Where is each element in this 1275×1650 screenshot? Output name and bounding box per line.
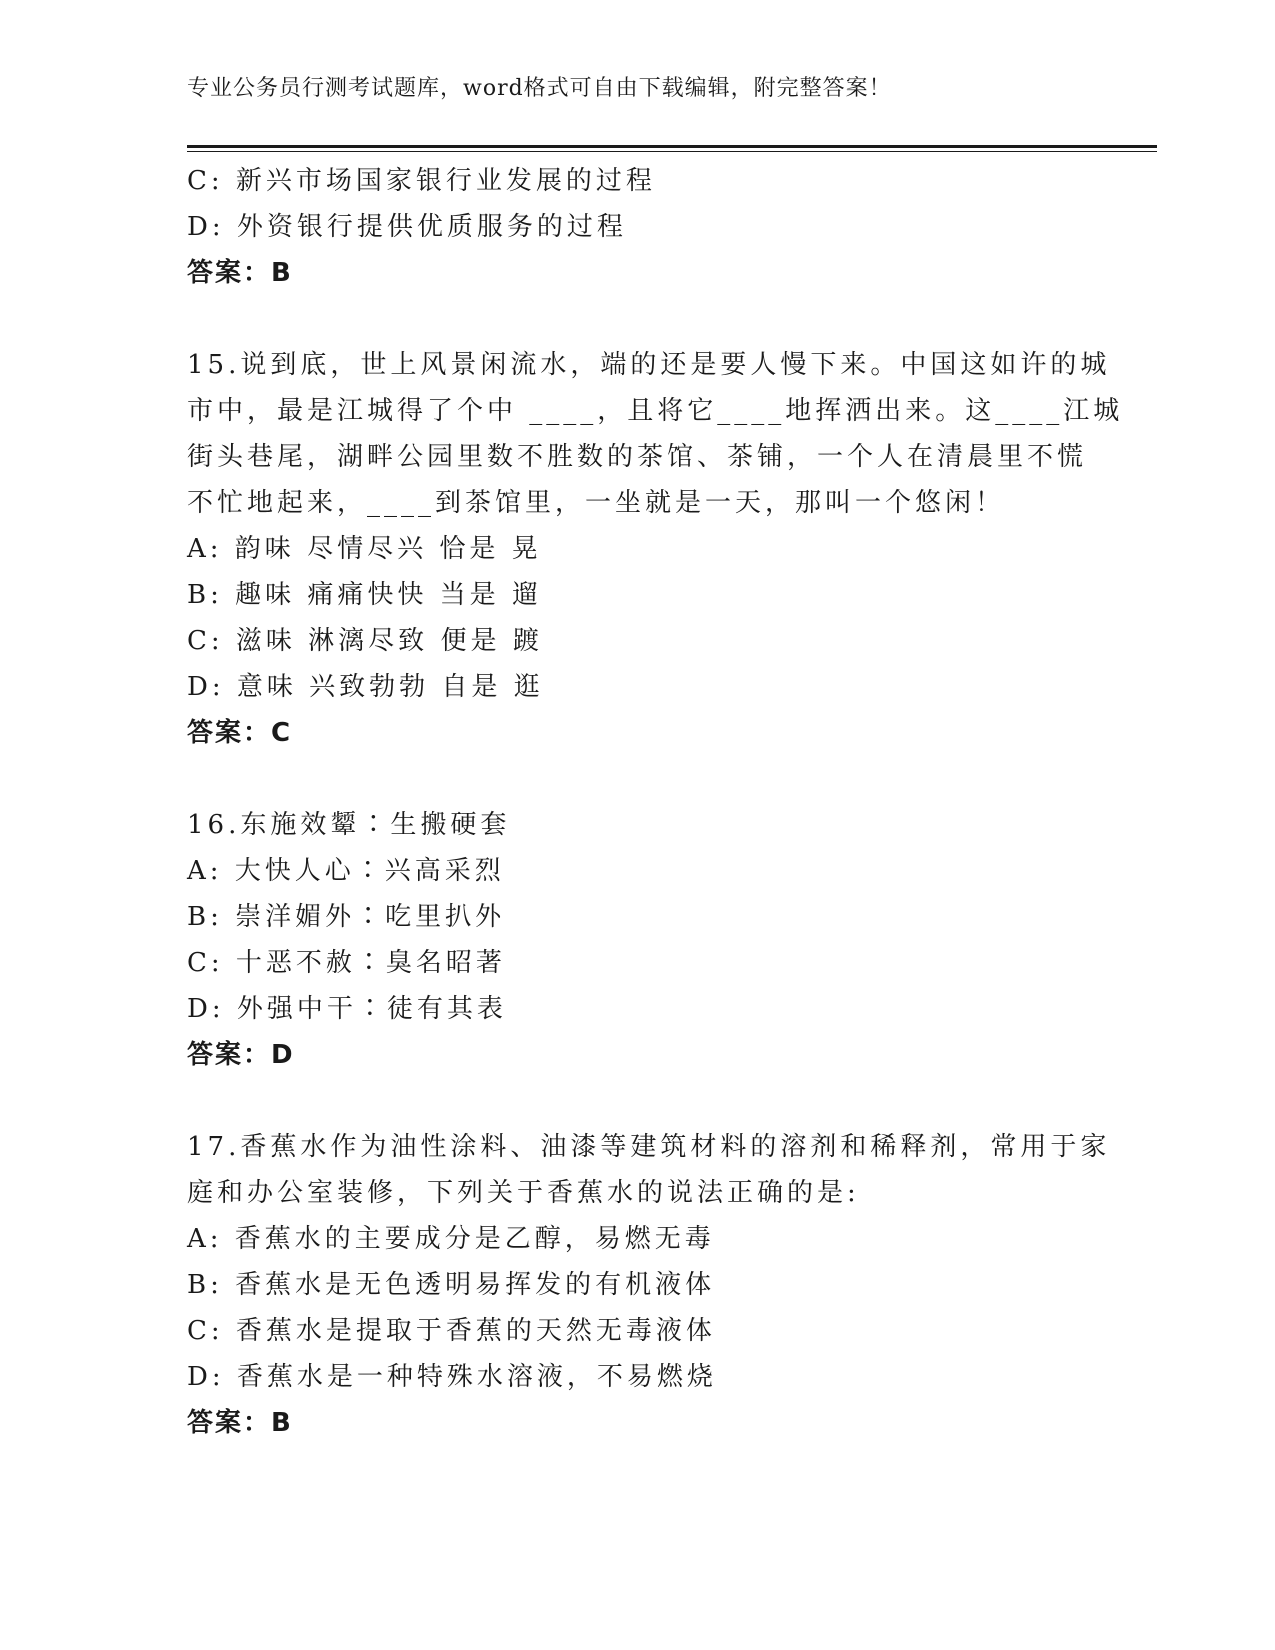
option-c: C: 新兴市场国家银行业发展的过程 (187, 166, 656, 196)
question-stem-line: 不忙地起来，____到茶馆里，一坐就是一天，那叫一个悠闲！ (187, 488, 1006, 518)
option-d: D: 外资银行提供优质服务的过程 (187, 212, 627, 242)
option-d: D: 香蕉水是一种特殊水溶液，不易燃烧 (187, 1362, 717, 1392)
question-content (187, 158, 1124, 1446)
answer-label: 答案：D (187, 1040, 295, 1070)
header-rule-thin (187, 151, 1157, 152)
question-stem-line: 16.东施效颦∶生搬硬套 (187, 810, 511, 840)
question-stem-line: 庭和办公室装修，下列关于香蕉水的说法正确的是: (187, 1178, 860, 1208)
option-b: B: 趣味 痛痛快快 当是 遛 (187, 580, 542, 610)
question-stem-line: 市中，最是江城得了个中 ____，且将它____地挥洒出来。这____江城 (187, 396, 1124, 426)
answer-label: 答案：C (187, 718, 293, 748)
question-stem-line: 15.说到底，世上风景闲流水，端的还是要人慢下来。中国这如许的城 (187, 350, 1111, 380)
answer-label: 答案：B (187, 258, 293, 288)
question-15 (187, 342, 1124, 756)
option-c: C: 香蕉水是提取于香蕉的天然无毒液体 (187, 1316, 716, 1346)
prev-question-block (187, 158, 1087, 296)
spacer (187, 1078, 1087, 1124)
question-17 (187, 1124, 1111, 1446)
page-header: 专业公务员行测考试题库，word格式可自由下载编辑，附完整答案！ (187, 76, 892, 101)
option-a: A: 韵味 尽情尽兴 恰是 晃 (187, 534, 542, 564)
option-a: A: 香蕉水的主要成分是乙醇，易燃无毒 (187, 1224, 715, 1254)
option-d: D: 外强中干∶徒有其表 (187, 994, 507, 1024)
header-rule-thick (187, 145, 1157, 148)
option-b: B: 香蕉水是无色透明易挥发的有机液体 (187, 1270, 716, 1300)
spacer (187, 756, 1087, 802)
option-a: A: 大快人心∶兴高采烈 (187, 856, 505, 886)
spacer (187, 296, 1087, 342)
option-c: C: 十恶不赦∶臭名昭著 (187, 948, 506, 978)
option-c: C: 滋味 淋漓尽致 便是 踱 (187, 626, 543, 656)
option-b: B: 崇洋媚外∶吃里扒外 (187, 902, 506, 932)
question-16 (187, 802, 1087, 1078)
option-d: D: 意味 兴致勃勃 自是 逛 (187, 672, 544, 702)
question-stem-line: 17.香蕉水作为油性涂料、油漆等建筑材料的溶剂和稀释剂，常用于家 (187, 1132, 1111, 1162)
answer-label: 答案：B (187, 1408, 293, 1438)
question-stem-line: 街头巷尾，湖畔公园里数不胜数的茶馆、茶铺，一个人在清晨里不慌 (187, 442, 1088, 472)
